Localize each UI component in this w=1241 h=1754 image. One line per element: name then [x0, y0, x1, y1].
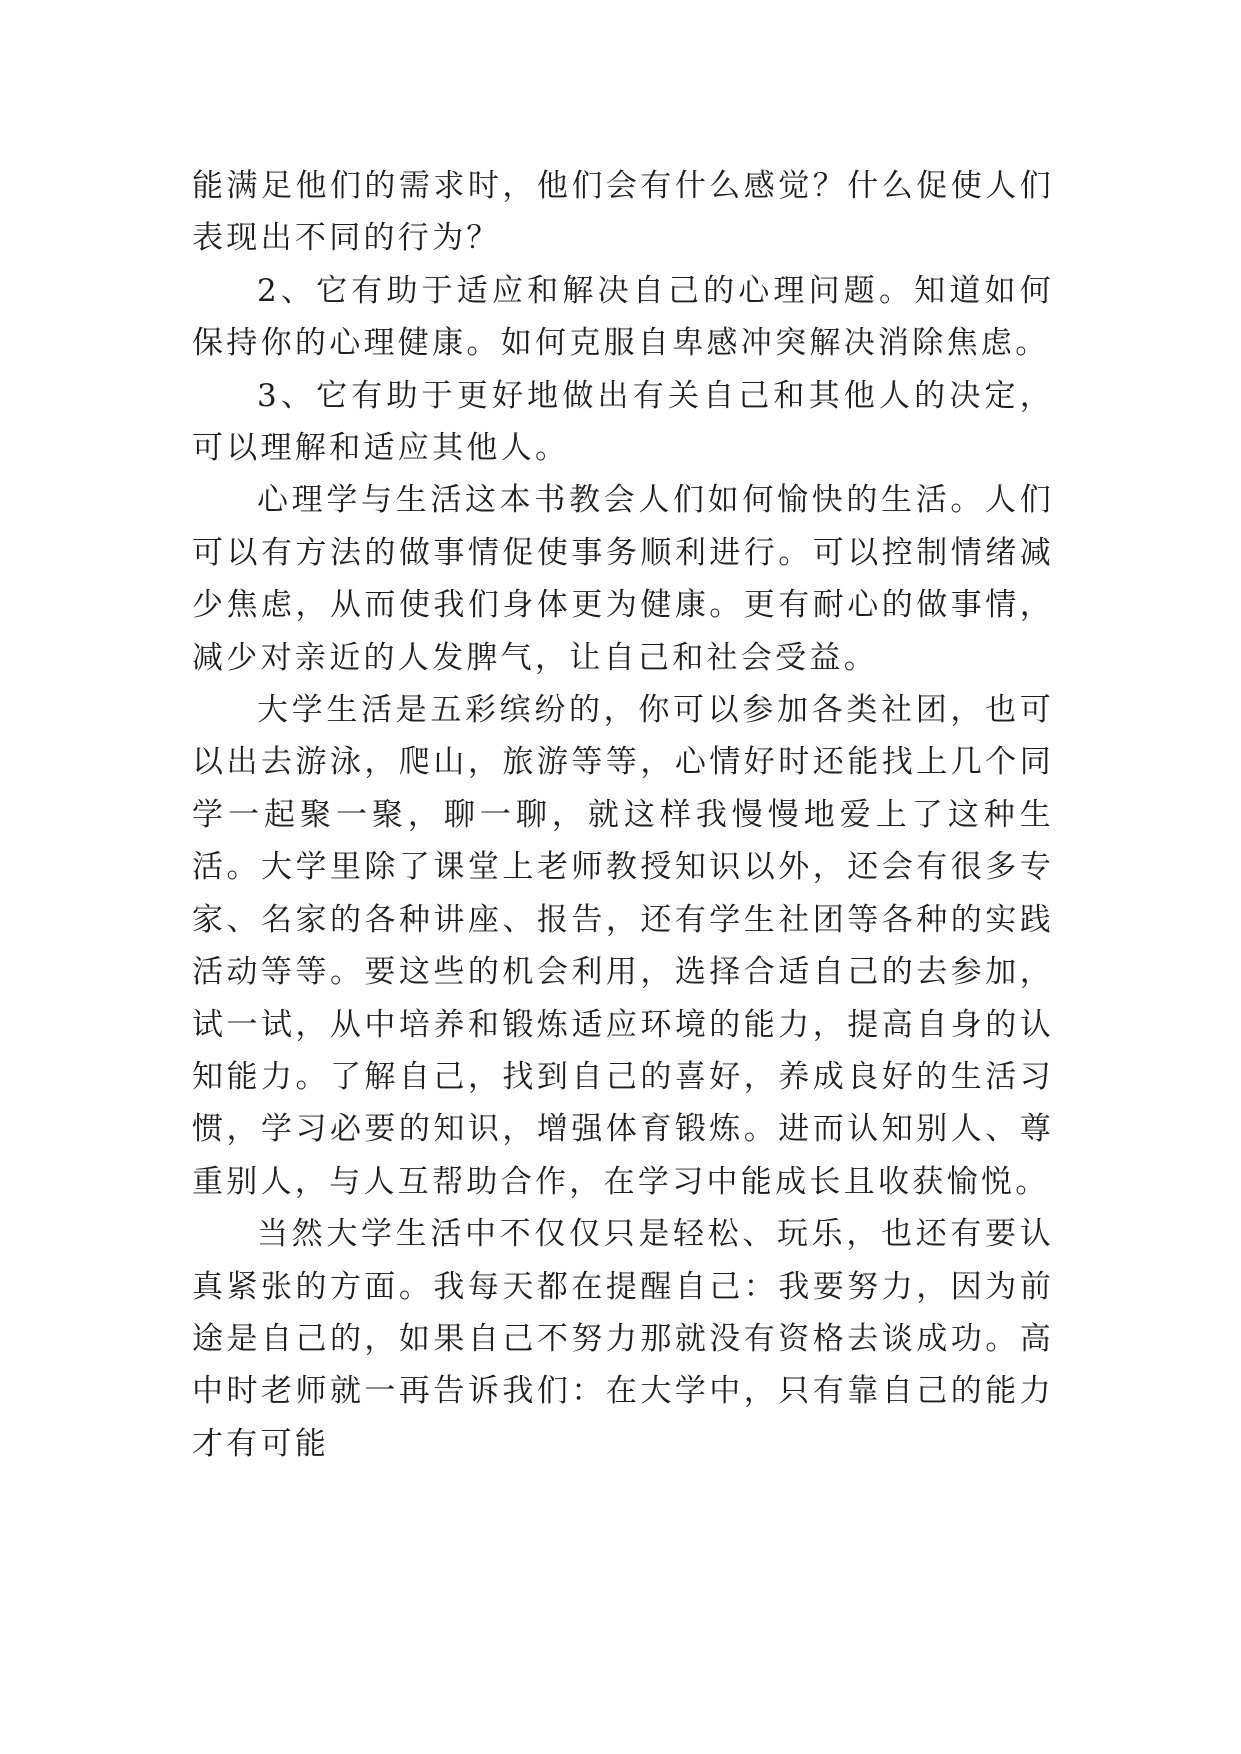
paragraph-serious-side: 当然大学生活中不仅仅只是轻松、玩乐，也还有要认真紧张的方面。我每天都在提醒自己：我要努力，因为前途是自己的，如果自己不努力那就没有资格去谈成功。高中时老师就一再告诉我们：在大学中，只有靠自己的能力才有可能 [192, 1216, 1054, 1462]
document-body [192, 160, 1054, 1470]
paragraph-point-2: 2、它有助于适应和解决自己的心理问题。知道如何保持你的心理健康。如何克服自卑感冲突解决消除焦虑。 [192, 272, 1054, 362]
paragraph-college-life: 大学生活是五彩缤纷的，你可以参加各类社团，也可以出去游泳，爬山，旅游等等，心情好时还能找上几个同学一起聚一聚，聊一聊，就这样我慢慢地爱上了这种生活。大学里除了课堂上老师教授知识以外，还会有很多专家、名家的各种讲座、报告，还有学生社团等各种的实践活动等等。要这些的机会利用，选择合适自己的去参加，试一试，从中培养和锻炼适应环境的能力，提高自身的认知能力。了解自己，找到自己的喜好，养成良好的生活习惯，学习必要的知识，增强体育锻炼。进而认知别人、尊重别人，与人互帮助合作，在学习中能成长且收获愉悦。 [192, 692, 1054, 1200]
paragraph-point-3: 3、它有助于更好地做出有关自己和其他人的决定，可以理解和适应其他人。 [192, 377, 1054, 467]
paragraph-book-summary: 心理学与生活这本书教会人们如何愉快的生活。人们可以有方法的做事情促使事务顺利进行。可以控制情绪减少焦虑，从而使我们身体更为健康。更有耐心的做事情，减少对亲近的人发脾气，让自己和社会受益。 [192, 482, 1054, 676]
paragraph-continuation: 能满足他们的需求时，他们会有什么感觉？什么促使人们表现出不同的行为？ [192, 168, 1054, 257]
